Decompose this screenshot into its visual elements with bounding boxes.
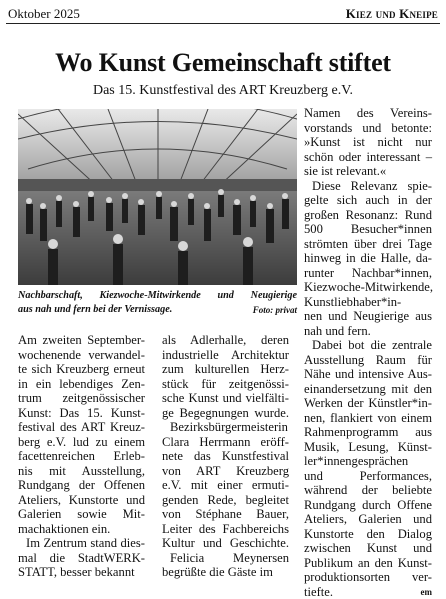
text-line: ler*innengesprächen [304,454,432,469]
text-line: strömten über drei Tage [304,237,432,252]
text-line: nen und Neugierige aus [304,309,432,324]
text-line: zum kulturellen Herz- [162,362,289,377]
text-line: während der beliebte [304,483,432,498]
text-line: stück für zeitgenössi- [162,377,289,392]
text-line: Rahmenprogramm aus [304,425,432,440]
text-line: Diese Relevanz spie- [304,179,432,194]
text-line: nete das Kunstfestival [162,449,289,464]
text-line: großen Resonanz: Rund [304,208,432,223]
text-line: ge Begegnungen wurde. [162,406,289,421]
text-line: Ateliers, Galerien und [304,512,432,527]
text-line: Namen des Vereins- [304,106,432,121]
text-line: nen, flankiert von einem [304,411,432,426]
text-line: Clara Herrmann eröff- [162,435,289,450]
text-line: e.V. mit einer ermuti- [162,478,289,493]
author-signature: em [421,585,433,599]
text-line: nis mit Ausstellung, [18,464,145,479]
text-line: »Kunst ist nicht nur [304,135,432,150]
text-line: wochenende verwandel- [18,348,145,363]
text-line: Nähe und intensive Aus- [304,367,432,382]
text-line: Musik, Lesung, Künst- [304,440,432,455]
issue-date: Oktober 2025 [8,6,80,22]
text-line: Kunstliebhaber*in- [304,295,432,310]
text-line: Dabei bot die zentrale [304,338,432,353]
text-line: Bezirksbürgermeisterin [162,420,289,435]
text-line: vorstands und betonte: [304,121,432,136]
text-line: sie ist relevant.« [304,164,432,179]
text-line: und Performances, [304,469,432,484]
hall-photo-illustration [18,109,297,285]
text-line: Leiter des Fachbereichs [162,522,289,537]
text-line: festival des ART Kreuz- [18,420,145,435]
text-line: in ein lebendiges Zen- [18,377,145,392]
text-line: Rundgang durch Offene [304,498,432,513]
text-line: tiefte. em [304,585,432,599]
article-photo [18,109,297,285]
text-line: von ART Kreuzberg [162,464,289,479]
caption-line-2: aus nah und fern bei der Vernissage. [18,303,172,317]
text-line: sche Kunst und vielfälti- [162,391,289,406]
text-line: als Adlerhalle, deren [162,333,289,348]
text-line: Felicia Meynersen [162,551,289,566]
text-line: facettenreichen Erleb- [18,449,145,464]
caption-line-1: Nachbarschaft, Kiezwoche-Mitwirkende und Neugierige [18,289,297,303]
text-line: Am zweiten September- [18,333,145,348]
text-line: Ateliers, Kunstorte und [18,493,145,508]
article-column-1 [18,333,145,580]
article-column-3 [304,106,432,599]
article-subheadline: Das 15. Kunstfestival des ART Kreuzberg e.V. [0,83,446,99]
text-line: Kunst: Das 15. Kunst- [18,406,145,421]
photo-credit: Foto: privat [253,303,297,317]
text-line: berg e.V. lud zu einem [18,435,145,450]
text-line: mal die StadtWERK- [18,551,145,566]
text-line: Kunstorte den Dialog [304,527,432,542]
article-column-2 [162,333,289,580]
header-rule [6,23,440,24]
photo-caption [18,289,297,317]
text-line: hinweg in die Halle, da- [304,251,432,266]
text-line: genden Rede, begleitet [162,493,289,508]
text-line: schön oder interessant – [304,150,432,165]
text-line: Im Zentrum stand dies- [18,536,145,551]
text-line: Publikum an den Kunst- [304,556,432,571]
text-line: runter Nachbar*innen, [304,266,432,281]
text-line: Rundgang der Offenen [18,478,145,493]
text-line: machaktionen ein. [18,522,145,537]
text-line: industrielle Architektur [162,348,289,363]
text-line: Ausstellung Raum für [304,353,432,368]
text-line: trum zeitgenössischer [18,391,145,406]
text-line: produktionsorten ver- [304,570,432,585]
text-line: nah und fern. [304,324,432,339]
text-line: Kultur und Geschichte. [162,536,289,551]
text-line: von Stéphane Bauer, [162,507,289,522]
text-line: STATT, besser bekannt [18,565,145,580]
text-line: begrüßte die Gäste im [162,565,289,580]
text-line: 500 Besucher*innen [304,222,432,237]
text-line: einandersetzung mit den [304,382,432,397]
article-headline: Wo Kunst Gemeinschaft stiftet [0,48,446,78]
text-line: gelte sich auch in der [304,193,432,208]
text-line: Galerien sowie Mit- [18,507,145,522]
text-line: Kiezwoche-Mitwirkende, [304,280,432,295]
text-line: zwischen Kunst und [304,541,432,556]
text-line: Werken der Künstler*in- [304,396,432,411]
text-line: te sich Kreuzberg erneut [18,362,145,377]
section-name: Kiez und Kneipe [346,6,438,22]
